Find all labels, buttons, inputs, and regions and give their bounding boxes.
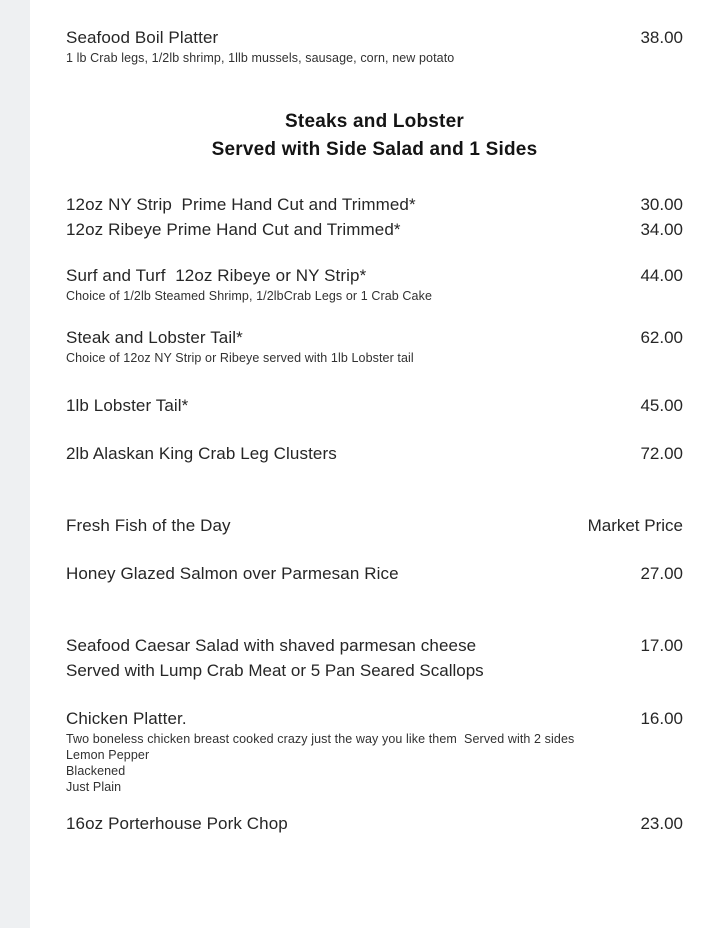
item-price: 72.00 — [640, 444, 683, 463]
item-price: 30.00 — [640, 195, 683, 214]
item-name: Honey Glazed Salmon over Parmesan Rice — [66, 564, 399, 583]
item-price: 27.00 — [640, 564, 683, 583]
item-price: 23.00 — [640, 814, 683, 833]
item-description: Choice of 1/2lb Steamed Shrimp, 1/2lbCrab Legs or 1 Crab Cake — [66, 289, 433, 303]
page-left-gutter — [0, 0, 30, 928]
menu-item-seafood-caesar-salad — [66, 634, 683, 683]
item-name: Seafood Caesar Salad with shaved parmesan cheese — [66, 636, 477, 655]
menu-item-chicken-platter — [66, 707, 683, 795]
item-price: 38.00 — [640, 28, 683, 47]
item-price: 62.00 — [640, 328, 683, 347]
item-name: 12oz Ribeye Prime Hand Cut and Trimmed* — [66, 220, 401, 239]
item-name: Surf and Turf 12oz Ribeye or NY Strip* — [66, 266, 367, 285]
item-subtitle: Served with Lump Crab Meat or 5 Pan Seared Scallops — [66, 661, 484, 680]
item-name: 16oz Porterhouse Pork Chop — [66, 814, 288, 833]
item-name: 1lb Lobster Tail* — [66, 396, 189, 415]
item-name: Steak and Lobster Tail* — [66, 328, 243, 347]
menu-item-lobster-tail — [66, 394, 683, 418]
item-price: 45.00 — [640, 396, 683, 415]
item-price: 44.00 — [640, 266, 683, 285]
item-description: 1 lb Crab legs, 1/2lb shrimp, 1llb mussels, sausage, corn, new potato — [66, 51, 455, 65]
menu-item-steak-and-lobster-tail — [66, 326, 683, 366]
section-heading-line1: Steaks and Lobster — [285, 111, 464, 132]
menu-item-porterhouse-pork-chop — [66, 812, 683, 836]
menu-item-honey-glazed-salmon — [66, 562, 683, 586]
item-price: 34.00 — [640, 220, 683, 239]
menu-page — [30, 0, 720, 928]
item-name: Seafood Boil Platter — [66, 28, 219, 47]
menu-item-surf-and-turf — [66, 264, 683, 304]
item-description-line4: Just Plain — [66, 780, 122, 794]
item-price: 17.00 — [640, 636, 683, 655]
item-description-line1: Two boneless chicken breast cooked crazy just the way you like them Served with 2 sides — [66, 732, 575, 746]
menu-item-seafood-boil — [66, 26, 683, 66]
menu-item-ribeye — [66, 217, 683, 242]
section-heading-line2: Served with Side Salad and 1 Sides — [211, 139, 538, 160]
item-name: Chicken Platter. — [66, 709, 187, 728]
item-name: 2lb Alaskan King Crab Leg Clusters — [66, 444, 337, 463]
menu-item-fresh-fish — [66, 514, 683, 538]
item-description-line3: Blackened — [66, 764, 126, 778]
item-name: Fresh Fish of the Day — [66, 516, 231, 535]
item-description: Choice of 12oz NY Strip or Ribeye served with 1lb Lobster tail — [66, 351, 414, 365]
menu-item-king-crab-clusters — [66, 442, 683, 466]
section-heading-steaks-and-lobster — [66, 108, 683, 164]
item-description-line2: Lemon Pepper — [66, 748, 150, 762]
item-price: Market Price — [587, 516, 683, 535]
item-name: 12oz NY Strip Prime Hand Cut and Trimmed* — [66, 195, 416, 214]
menu-item-ny-strip — [66, 192, 683, 217]
item-price: 16.00 — [640, 709, 683, 728]
